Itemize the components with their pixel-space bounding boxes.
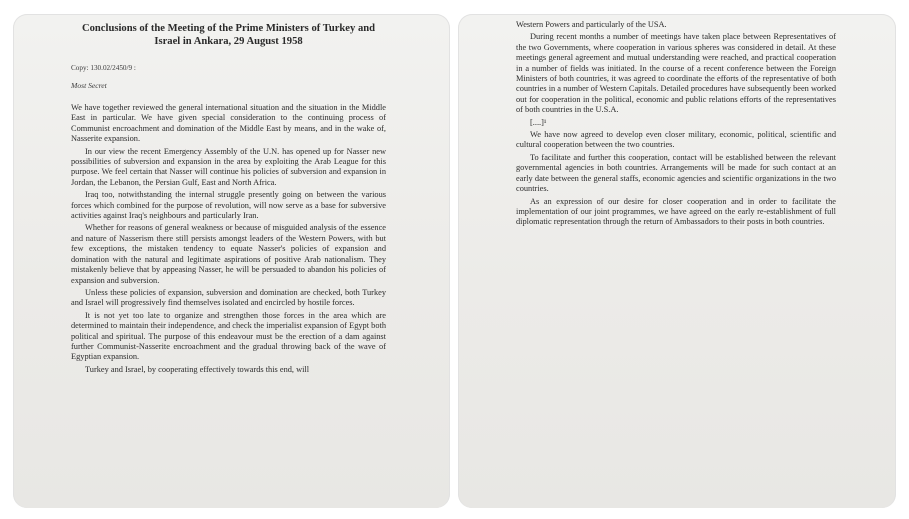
classification-label: Most Secret bbox=[71, 81, 107, 90]
page-bottom-shade bbox=[13, 498, 450, 508]
left-page-text-block bbox=[71, 22, 386, 377]
paragraph: Unless these policies of expansion, subversion and domination are checked, both Turkey and Israel will progressively find themselves isolated and encircled by hostile forces. bbox=[71, 287, 386, 308]
paragraph: Iraq too, notwithstanding the internal struggle presently going on between the various forces which combined for the purpose of revolution, will now serve as a base for subversive activities against Iraq's neighbours and particularly Iran. bbox=[71, 190, 386, 221]
paragraph: We have now agreed to develop even closer military, economic, political, scientific and cultural cooperation between the two countries. bbox=[516, 130, 836, 150]
paragraph: Turkey and Israel, by cooperating effectively towards this end, will bbox=[85, 364, 310, 374]
paragraph: As an expression of our desire for closer cooperation and in order to facilitate the implementation of our joint programmes, we have agreed on the early re-establishment of full diplomatic representation through the return of Ambassadors to their posts in both countries. bbox=[516, 196, 836, 227]
paragraph: To facilitate and further this cooperation, contact will be established between the relevant governmental agencies in both countries. Arrangements will be made for such contact at an early date between the general staffs, economic agencies and scientific organizations in the two countries. bbox=[516, 152, 836, 194]
omission-marker: [....]¹ bbox=[530, 117, 547, 127]
paragraph: We have together reviewed the general international situation and the situation in the Middle East in particular. We have given special consideration to the continuing process of Communist encroachment and domination of the Middle East by means, and in the wake of, Nasserite expansion. bbox=[71, 103, 386, 144]
paragraph: In our view the recent Emergency Assembly of the U.N. has opened up for Nasser new possibilities of subversion and expansion in the area by exploiting the Arab League for this purpose. We feel certain that Nasser will continue his policies of subversion and expansion in Jordan, the Lebanon, the Persian Gulf, East and North Africa. bbox=[71, 146, 386, 187]
left-document-page bbox=[13, 14, 450, 508]
continued-line: Western Powers and particularly of the USA. bbox=[516, 20, 667, 29]
right-page-text-block bbox=[516, 14, 836, 230]
copy-reference: Copy: 130.02/2450/9 : bbox=[71, 64, 136, 72]
paragraph: It is not yet too late to organize and strengthen those forces in the area which are determined to maintain their independence, and check the imperialist expansion of Egypt both political and spiritual. The purpose of this endeavour must be the erection of a dam against further Communist-Nasserite encroachment and the gradual throwing back of the wave of Egyptian expansion. bbox=[71, 310, 386, 362]
paragraph: During recent months a number of meetings have taken place between Representatives of the two Governments, where cooperation in various spheres was considered in detail. At these meetings general agreement and mutual understanding were reached, and practical cooperation in a number of fields was initiated. In the course of a recent conference between the Foreign Ministers of both countries, it was agreed to coordinate the efforts of the representative of both countries in a number of Western Capitals. Detailed procedures have subsequently been worked out for cooperation in the political, economic and public relations efforts of the representatives of both countries in the U.S.A. bbox=[516, 32, 836, 115]
page-bottom-shade bbox=[458, 498, 896, 508]
document-title: Conclusions of the Meeting of the Prime Ministers of Turkey and Israel in Ankara, 29 August 1958 bbox=[81, 23, 376, 47]
paragraph: Whether for reasons of general weakness or because of misguided analysis of the essence and nature of Nasserism there still persists amongst leaders of the Western Powers, with but few exceptions, the mistaken tendency to equate Nasser's policies of expansion and domination with the natural and legitimate aspirations of positive Arab nationalism. They mistakenly believe that by appeasing Nasser, he will be persuaded to abandon his policies of expansion and subversion. bbox=[71, 223, 386, 285]
right-document-page bbox=[458, 14, 896, 508]
